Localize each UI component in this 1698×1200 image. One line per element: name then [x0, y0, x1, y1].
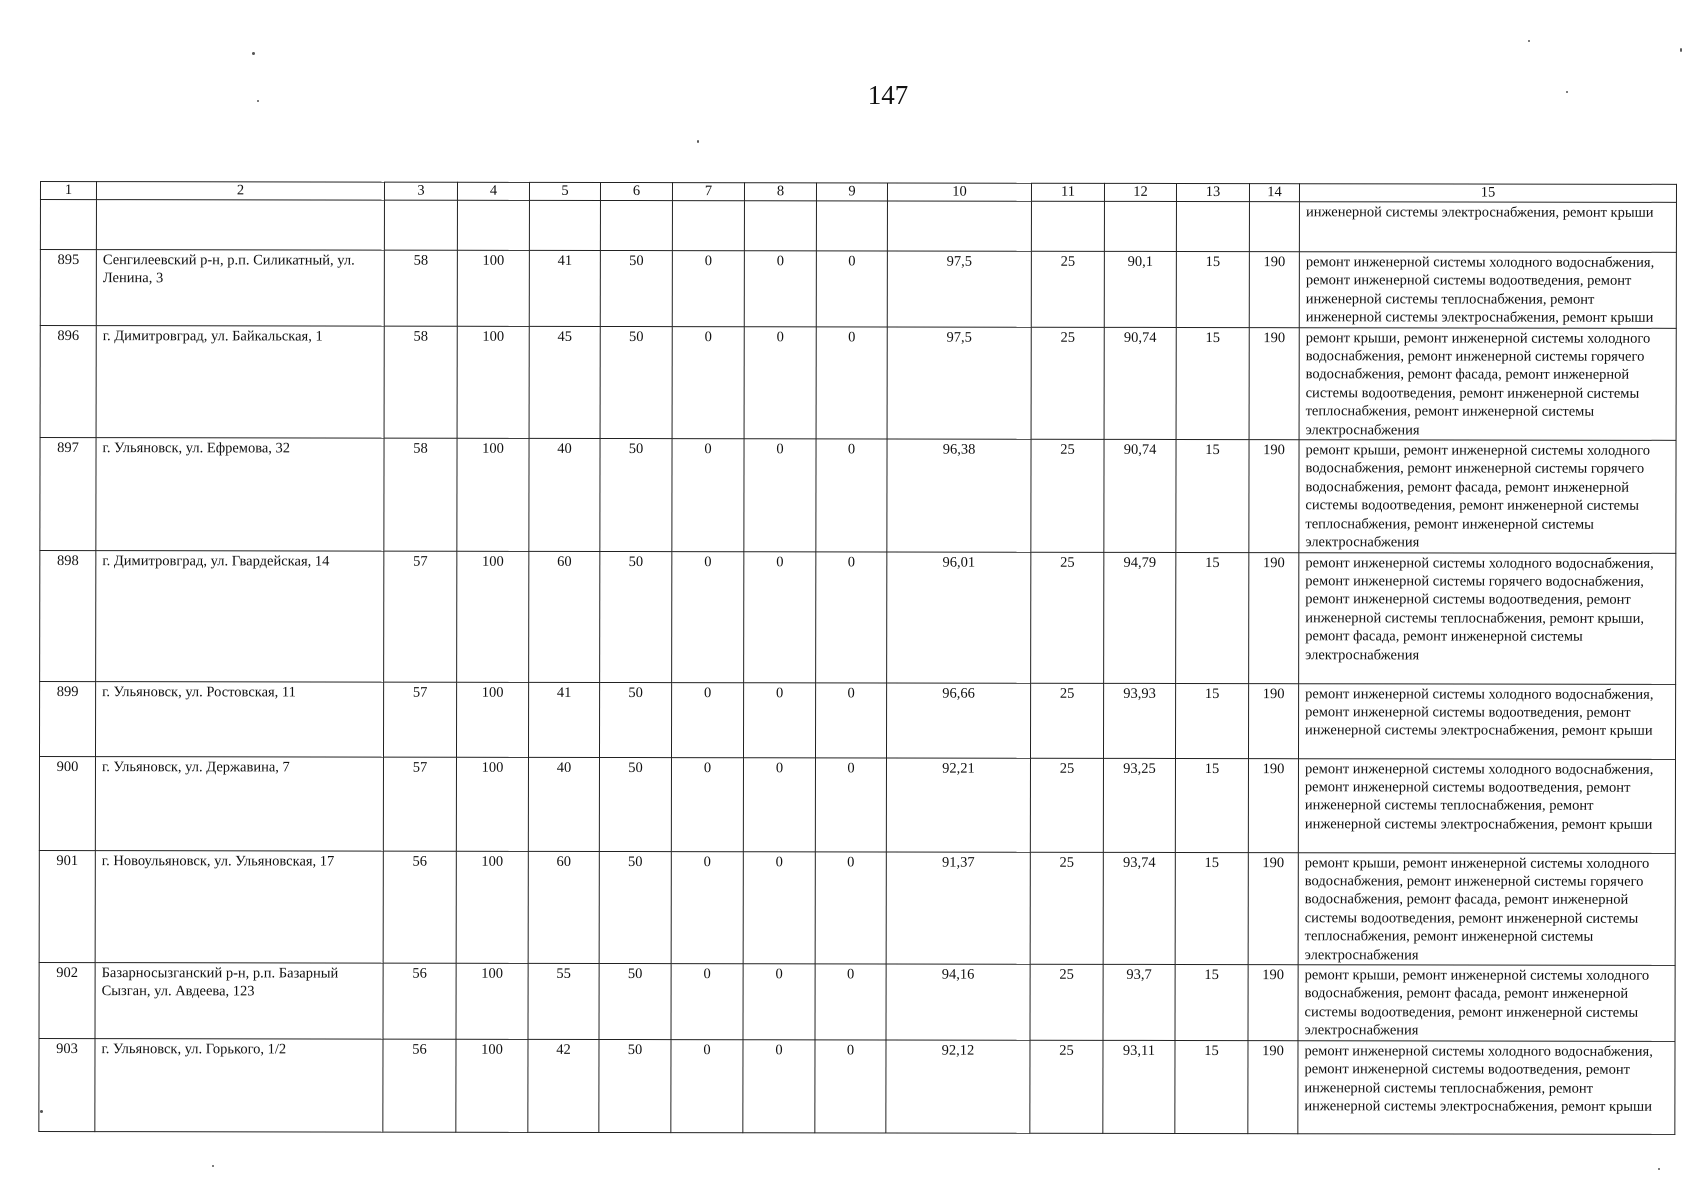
value-cell: 0 — [815, 851, 886, 964]
table-cell — [1031, 201, 1104, 251]
value-cell: 100 — [457, 250, 529, 326]
value-cell: 42 — [528, 1039, 599, 1132]
value-cell: 190 — [1249, 552, 1299, 683]
value-cell: 25 — [1031, 439, 1104, 552]
value-cell: 0 — [743, 964, 815, 1040]
value-cell: 100 — [456, 757, 528, 851]
address-cell: Сенгилеевский р-н, р.п. Силикатный, ул. Ленина, 3 — [96, 250, 384, 326]
scan-speck — [252, 52, 255, 55]
value-cell: 40 — [529, 438, 600, 551]
value-cell: 60 — [529, 551, 600, 682]
value-cell: 90,74 — [1104, 327, 1176, 440]
row-number-cell: 901 — [39, 850, 95, 963]
table-row — [39, 756, 1675, 853]
value-cell: 58 — [384, 326, 457, 439]
value-cell: 94,79 — [1104, 552, 1176, 683]
registry-table — [38, 181, 1677, 1135]
value-cell: 56 — [383, 851, 456, 964]
works-cell: ремонт инженерной системы холодного водоснабжения, ремонт инженерной системы водоотведения, ремонт инженерной системы теплоснабжения, ремонт инженерной системы электроснабжения, ремонт крыши — [1298, 1041, 1675, 1135]
address-cell: г. Ульяновск, ул. Ростовская, 11 — [95, 681, 383, 757]
value-cell: 55 — [528, 963, 599, 1039]
value-cell: 15 — [1175, 1040, 1248, 1133]
works-cell: ремонт инженерной системы холодного водоснабжения, ремонт инженерной системы водоотведения, ремонт инженерной системы теплоснабжения, ремонт инженерной системы электроснабжения, ремонт крыши — [1298, 758, 1675, 853]
value-cell: 0 — [671, 682, 743, 757]
value-cell: 57 — [383, 682, 456, 757]
value-cell: 0 — [672, 326, 744, 439]
value-cell: 93,25 — [1103, 758, 1175, 852]
works-cell: ремонт инженерной системы холодного водоснабжения, ремонт инженерной системы водоотведения, ремонт инженерной системы электроснабжения, ремонт крыши — [1298, 683, 1675, 759]
table-cell — [40, 200, 96, 250]
column-header: 9 — [816, 183, 887, 201]
value-cell: 100 — [456, 963, 528, 1039]
value-cell: 15 — [1176, 251, 1249, 327]
address-cell: г. Новоульяновск, ул. Ульяновская, 17 — [95, 850, 383, 963]
value-cell: 92,12 — [886, 1040, 1030, 1133]
value-cell: 93,74 — [1103, 852, 1175, 965]
value-cell: 56 — [383, 963, 456, 1039]
scan-speck — [697, 140, 699, 143]
table-cell — [529, 200, 600, 250]
table-row — [39, 962, 1675, 1041]
value-cell: 0 — [815, 682, 886, 757]
row-number-cell: 896 — [40, 325, 96, 438]
address-cell: г. Ульяновск, ул. Горького, 1/2 — [95, 1039, 383, 1133]
column-header: 10 — [887, 183, 1031, 201]
value-cell: 57 — [384, 551, 457, 682]
value-cell: 0 — [672, 551, 744, 682]
value-cell: 190 — [1248, 758, 1298, 852]
table-row — [40, 438, 1676, 553]
value-cell: 25 — [1030, 758, 1103, 852]
value-cell: 0 — [744, 551, 816, 682]
value-cell: 0 — [815, 757, 886, 851]
value-cell: 0 — [743, 757, 815, 851]
value-cell: 190 — [1248, 965, 1298, 1041]
table-cell — [1176, 201, 1249, 251]
value-cell: 0 — [743, 851, 815, 964]
value-cell: 190 — [1249, 252, 1299, 328]
value-cell: 50 — [600, 250, 672, 326]
value-cell: 190 — [1249, 440, 1299, 553]
value-cell: 0 — [744, 251, 816, 327]
table-cell — [1104, 201, 1176, 251]
value-cell: 25 — [1030, 852, 1103, 965]
column-header: 7 — [672, 183, 744, 201]
value-cell: 0 — [672, 251, 744, 327]
value-cell: 58 — [384, 250, 457, 326]
value-cell: 190 — [1249, 327, 1299, 440]
value-cell: 41 — [528, 682, 599, 757]
value-cell: 45 — [529, 326, 600, 439]
scan-speck — [1528, 40, 1530, 42]
value-cell: 25 — [1031, 552, 1104, 683]
value-cell: 40 — [528, 757, 599, 851]
row-number-cell: 902 — [39, 962, 95, 1038]
scan-speck — [1566, 91, 1568, 93]
value-cell: 96,01 — [887, 551, 1031, 682]
value-cell: 50 — [600, 326, 672, 439]
row-number-cell: 903 — [39, 1038, 95, 1131]
value-cell: 50 — [600, 551, 672, 682]
value-cell: 57 — [383, 757, 456, 851]
value-cell: 15 — [1175, 758, 1248, 852]
value-cell: 15 — [1176, 327, 1249, 440]
value-cell: 100 — [457, 326, 529, 439]
value-cell: 0 — [816, 251, 887, 327]
scan-speck — [1680, 48, 1682, 52]
value-cell: 0 — [671, 851, 743, 964]
value-cell: 100 — [457, 438, 529, 551]
row-number-cell: 900 — [39, 756, 95, 850]
value-cell: 50 — [599, 1039, 671, 1132]
value-cell: 0 — [672, 439, 744, 552]
value-cell: 50 — [599, 851, 671, 964]
value-cell: 190 — [1248, 1041, 1298, 1134]
scan-speck — [257, 100, 259, 102]
works-cell: ремонт крыши, ремонт инженерной системы холодного водоснабжения, ремонт инженерной системы горячего водоснабжения, ремонт фасада, ремонт инженерной системы водоотведения, ремонт инженерной системы теплоснабжения, ремонт инженерной системы электроснабжения — [1299, 327, 1676, 440]
table-cell — [384, 200, 457, 250]
scan-speck — [1658, 1168, 1660, 1170]
table-cell — [600, 200, 672, 250]
row-number-cell: 895 — [40, 250, 96, 326]
value-cell: 56 — [383, 1039, 456, 1132]
value-cell: 0 — [816, 326, 887, 439]
table-cell — [457, 200, 529, 250]
value-cell: 93,7 — [1103, 964, 1175, 1040]
table-row — [40, 250, 1676, 328]
address-cell: г. Ульяновск, ул. Ефремова, 32 — [96, 438, 384, 551]
value-cell: 92,21 — [886, 757, 1030, 851]
value-cell: 100 — [456, 1039, 528, 1132]
works-cell: ремонт инженерной системы холодного водоснабжения, ремонт инженерной системы горячего водоснабжения, ремонт инженерной системы водоотведения, ремонт инженерной системы теплоснабжения, ремонт крыши, ремонт фасада, ремонт инженерной системы электроснабжения — [1299, 552, 1676, 684]
table-cell — [744, 201, 816, 251]
table-row — [40, 325, 1676, 440]
value-cell: 50 — [599, 963, 671, 1039]
value-cell: 50 — [600, 439, 672, 552]
value-cell: 190 — [1248, 683, 1298, 758]
value-cell: 15 — [1176, 552, 1249, 683]
table-row — [39, 1038, 1675, 1134]
value-cell: 0 — [671, 964, 743, 1040]
works-cell: ремонт крыши, ремонт инженерной системы холодного водоснабжения, ремонт инженерной системы горячего водоснабжения, ремонт фасада, ремонт инженерной системы водоотведения, ремонт инженерной системы теплоснабжения, ремонт инженерной системы электроснабжения — [1299, 440, 1676, 553]
column-header: 12 — [1104, 183, 1176, 201]
column-header: 3 — [384, 182, 457, 200]
value-cell: 100 — [456, 851, 528, 964]
table-cell — [887, 201, 1031, 251]
value-cell: 25 — [1031, 327, 1104, 440]
value-cell: 96,66 — [886, 682, 1030, 757]
row-number-cell: 899 — [39, 681, 95, 756]
value-cell: 0 — [816, 439, 887, 552]
column-header: 14 — [1249, 184, 1299, 202]
value-cell: 0 — [671, 757, 743, 851]
table-cell — [1249, 202, 1299, 252]
table-cell — [816, 201, 887, 251]
continuation-row — [40, 200, 1676, 253]
column-header: 1 — [40, 182, 96, 200]
value-cell: 60 — [528, 851, 599, 964]
value-cell: 41 — [529, 250, 600, 326]
value-cell: 15 — [1175, 852, 1248, 965]
column-header: 8 — [744, 183, 816, 201]
value-cell: 25 — [1031, 251, 1104, 327]
value-cell: 25 — [1030, 1040, 1103, 1133]
value-cell: 93,93 — [1103, 683, 1175, 758]
address-cell: Базарносызганский р-н, р.п. Базарный Сызган, ул. Авдеева, 123 — [95, 963, 383, 1040]
address-cell: г. Ульяновск, ул. Державина, 7 — [95, 756, 383, 851]
works-cell: ремонт крыши, ремонт инженерной системы холодного водоснабжения, ремонт фасада, ремонт инженерной системы водоотведения, ремонт инженерной системы электроснабжения — [1298, 965, 1675, 1042]
scan-speck — [212, 1165, 214, 1167]
column-header: 13 — [1176, 183, 1249, 201]
table-cell — [672, 201, 744, 251]
value-cell: 50 — [599, 757, 671, 851]
column-header: 11 — [1031, 183, 1104, 201]
row-number-cell: 897 — [40, 438, 96, 551]
works-cell: ремонт инженерной системы холодного водоснабжения, ремонт инженерной системы водоотведения, ремонт инженерной системы теплоснабжения, ремонт инженерной системы электроснабжения, ремонт крыши — [1299, 252, 1676, 328]
address-cell: г. Димитровград, ул. Байкальская, 1 — [96, 325, 384, 438]
value-cell: 94,16 — [886, 964, 1030, 1040]
column-header: 2 — [96, 182, 384, 201]
value-cell: 190 — [1248, 852, 1298, 965]
table-wrapper — [38, 181, 1666, 1135]
value-cell: 90,74 — [1104, 439, 1176, 552]
table-cell — [96, 200, 384, 251]
table-row — [39, 681, 1675, 759]
column-header: 6 — [600, 182, 672, 200]
value-cell: 0 — [743, 682, 815, 757]
works-cell: инженерной системы электроснабжения, ремонт крыши — [1299, 202, 1676, 253]
value-cell: 0 — [816, 551, 887, 682]
value-cell: 50 — [599, 682, 671, 757]
value-cell: 100 — [456, 682, 528, 757]
value-cell: 15 — [1175, 683, 1248, 758]
value-cell: 58 — [384, 438, 457, 551]
value-cell: 25 — [1030, 683, 1103, 758]
value-cell: 0 — [744, 439, 816, 552]
value-cell: 93,11 — [1103, 1040, 1175, 1133]
column-header: 5 — [529, 182, 600, 200]
value-cell: 96,38 — [887, 439, 1031, 552]
address-cell: г. Димитровград, ул. Гвардейская, 14 — [96, 550, 384, 682]
page-number: 147 — [867, 80, 909, 110]
value-cell: 97,5 — [887, 327, 1031, 440]
row-number-cell: 898 — [40, 550, 96, 681]
value-cell: 0 — [743, 1040, 815, 1133]
works-cell: ремонт крыши, ремонт инженерной системы холодного водоснабжения, ремонт инженерной системы горячего водоснабжения, ремонт фасада, ремонт инженерной системы водоотведения, ремонт инженерной системы теплоснабжения, ремонт инженерной системы электроснабжения — [1298, 852, 1675, 965]
table-row — [39, 850, 1675, 965]
value-cell: 15 — [1176, 440, 1249, 553]
value-cell: 25 — [1030, 964, 1103, 1040]
value-cell: 0 — [815, 964, 886, 1040]
table-row — [40, 550, 1676, 684]
value-cell: 100 — [457, 551, 529, 682]
column-header: 15 — [1299, 184, 1676, 203]
value-cell: 97,5 — [887, 251, 1031, 327]
value-cell: 0 — [744, 326, 816, 439]
value-cell: 90,1 — [1104, 251, 1176, 327]
column-header: 4 — [457, 182, 529, 200]
value-cell: 0 — [815, 1040, 886, 1133]
value-cell: 0 — [671, 1040, 743, 1133]
value-cell: 15 — [1175, 964, 1248, 1040]
value-cell: 91,37 — [886, 851, 1030, 964]
